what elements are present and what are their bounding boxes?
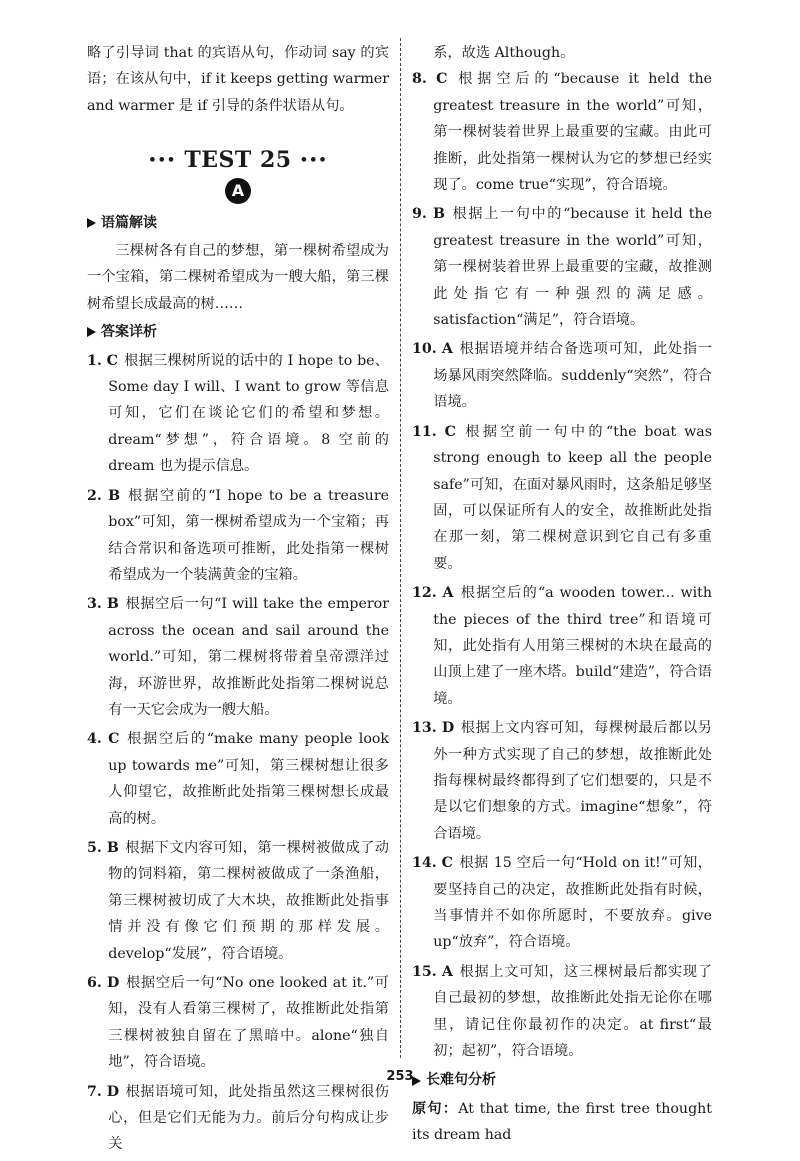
answer-letter: D xyxy=(107,975,120,991)
answer-letter: C xyxy=(108,731,120,748)
triangle-bullet-icon xyxy=(87,327,96,337)
answer-item xyxy=(87,970,389,1076)
answer-letter: D xyxy=(106,1083,120,1100)
answer-number: 6. xyxy=(87,975,102,991)
answer-item xyxy=(87,591,389,723)
answer-explanation: 根据空后的“a wooden tower... with the pieces of the third tree”和语境可知，此处指有人用第三棵树的木块在最高的山顶上建了一座木塔。build“建造”，符合语境。 xyxy=(433,585,712,707)
left-answer-list xyxy=(87,348,389,1158)
answer-number: 5. xyxy=(87,839,102,856)
answer-explanation: 根据空后一句“I will take the emperor across the ocean and sail around the world.”可知，第二棵树将带着皇帝漂洋过海，环游世界，故推断此处指第二棵树说总有一天它会成为一艘大船。 xyxy=(108,596,389,718)
original-sentence xyxy=(412,1096,712,1149)
section-reading-heading xyxy=(87,210,389,236)
answer-letter: B xyxy=(432,206,445,223)
answer-number: 4. xyxy=(87,731,102,748)
answer-explanation: 根据空前一句中的“the boat was strong enough to keep all the people safe”可知，在面对暴风雨时，这条船足够坚固，可以保证所有人的安全，故推断此处指在那一刻，第二棵树意识到它自己有多重要。 xyxy=(433,423,712,572)
answer-explanation: 根据 15 空后一句“Hold on it!”可知，要坚持自己的决定，故推断此处指有时候，当事情并不如你所愿时，不要放弃。give up“放弃”，符合语境。 xyxy=(433,855,712,951)
answer-explanation: 根据上一句中的“because it held the greatest treasure in the world”可知，第一棵树装着世界上最重要的宝藏，故推测此处指它有一种强烈的满足感。satisfaction“满足”，符合语境。 xyxy=(433,206,713,329)
answer-letter: B xyxy=(106,839,119,856)
intro-continuation: 略了引导词 that 的宾语从句，作动词 say 的宾语；在该从句中，if it keeps getting warmer and warmer 是 if 引导的条件状语从句。 xyxy=(87,45,389,114)
right-dots-decoration: ••• xyxy=(299,153,328,169)
answer-explanation: 根据语境并结合备选项可知，此处指一场暴风雨突然降临。suddenly“突然”，符合语境。 xyxy=(433,341,712,411)
answer-item xyxy=(412,201,712,333)
answer-item xyxy=(412,959,712,1065)
answer-explanation: 根据空后一句“No one looked at it.”可知，没有人看第三棵树了，故推断此处指第三棵树被独自留在了黑暗中。alone“独自地”，符合语境。 xyxy=(108,975,389,1071)
answer-explanation: 根据三棵树所说的话中的 I hope to be、Some day I will、I want to grow 等信息可知，它们在谈论它们的希望和梦想。dream“梦想”，符合语境。8 空前的 dream 也为提示信息。 xyxy=(108,352,389,475)
answer-explanation: 根据下文内容可知，第一棵树被做成了动物的饲料箱，第二棵树被做成了一条渔船，第三棵树被切成了大木块，故推断此处指事情并没有像它们预期的那样发展。develop“发展”，符合语境。 xyxy=(108,839,389,962)
answer-explanation: 根据上文内容可知，每棵树最后都以另外一种方式实现了自己的梦想，故推断此处指每棵树最终都得到了它们想要的，只是不是以它们想象的方式。imagine“想象”，符合语境。 xyxy=(433,720,712,842)
answer-number: 2. xyxy=(87,487,102,504)
answer-number: 15. xyxy=(412,963,437,980)
answer-explanation: 根据空后的“make many people look up towards me”可知，第三棵树想让很多人仰望它，故推断此处指第三棵树想长成最高的树。 xyxy=(108,731,389,827)
answer-7-continuation: 系，故选 Although。 xyxy=(433,45,575,61)
answer-item xyxy=(412,419,712,577)
section-long-sentence-title: 长难句分析 xyxy=(426,1072,496,1089)
triangle-bullet-icon xyxy=(87,218,96,228)
answer-item xyxy=(412,336,712,415)
answer-explanation: 根据上文可知，这三棵树最后都实现了自己最初的梦想，故推断此处指无论你在哪里，请记住你最初作的决定。at first“最初；起初”，符合语境。 xyxy=(433,963,712,1060)
answer-number: 14. xyxy=(412,855,437,872)
test-title: TEST 25 xyxy=(184,147,292,174)
original-label: 原句： xyxy=(412,1100,459,1117)
answer-letter: B xyxy=(106,596,119,613)
answer-number: 13. xyxy=(412,720,437,737)
answer-item xyxy=(87,348,389,480)
right-column xyxy=(412,40,712,1149)
answer-letter: C xyxy=(106,352,118,369)
passage-badge-wrap xyxy=(87,178,389,205)
column-divider xyxy=(400,38,401,1058)
answer-letter: A xyxy=(441,963,453,980)
answer-letter: B xyxy=(108,487,121,504)
passage-badge: A xyxy=(225,178,251,204)
answer-letter: C xyxy=(444,423,456,440)
answer-letter: C xyxy=(436,71,448,88)
answer-letter: A xyxy=(442,585,454,602)
reading-summary: 三棵树各有自己的梦想，第一棵树希望成为一个宝箱，第二棵树希望成为一艘大船，第三棵树希望长成最高的树…… xyxy=(87,243,389,312)
answer-number: 9. xyxy=(412,206,427,223)
answer-number: 7. xyxy=(87,1083,102,1100)
answer-letter: D xyxy=(441,720,455,737)
section-reading-title: 语篇解读 xyxy=(101,214,157,231)
answer-item xyxy=(412,715,712,847)
answer-letter: C xyxy=(441,855,453,872)
answer-item xyxy=(412,66,712,198)
page-number: 253 xyxy=(386,1069,414,1084)
answer-explanation: 根据空前的“I hope to be a treasure box”可知，第一棵树希望成为一个宝箱；再结合常识和备选项可推断，此处指第一棵树希望成为一个装满黄金的宝箱。 xyxy=(108,487,389,583)
original-text: At that time, the first tree thought its dream had xyxy=(412,1100,712,1144)
answer-explanation: 根据语境可知，此处指虽然这三棵树很伤心，但是它们无能为力。前后分句构成让步关 xyxy=(108,1083,389,1153)
answer-item xyxy=(87,483,389,589)
section-answers-heading xyxy=(87,319,389,345)
right-answer-list xyxy=(412,66,712,1064)
answer-number: 1. xyxy=(87,352,102,369)
answer-explanation: 根据空后的“because it held the greatest treasure in the world”可知，第一棵树装着世界上最重要的宝藏。由此可推断，此处指第一棵树认为它的梦想已经实现了。come true“实现”，符合语境。 xyxy=(433,71,712,194)
answer-letter: A xyxy=(441,341,453,358)
answer-item xyxy=(87,835,389,967)
answer-number: 12. xyxy=(412,585,437,602)
answer-number: 3. xyxy=(87,596,102,613)
answer-item xyxy=(87,1079,389,1158)
answer-number: 10. xyxy=(412,341,437,358)
test-header xyxy=(87,147,389,174)
section-answers-title: 答案详析 xyxy=(101,324,157,341)
left-column xyxy=(87,40,389,1161)
answer-item xyxy=(412,850,712,956)
answer-number: 11. xyxy=(412,423,437,440)
answer-number: 8. xyxy=(412,71,427,88)
answer-item xyxy=(412,580,712,712)
answer-item xyxy=(87,726,389,832)
left-dots-decoration: ••• xyxy=(148,153,177,169)
